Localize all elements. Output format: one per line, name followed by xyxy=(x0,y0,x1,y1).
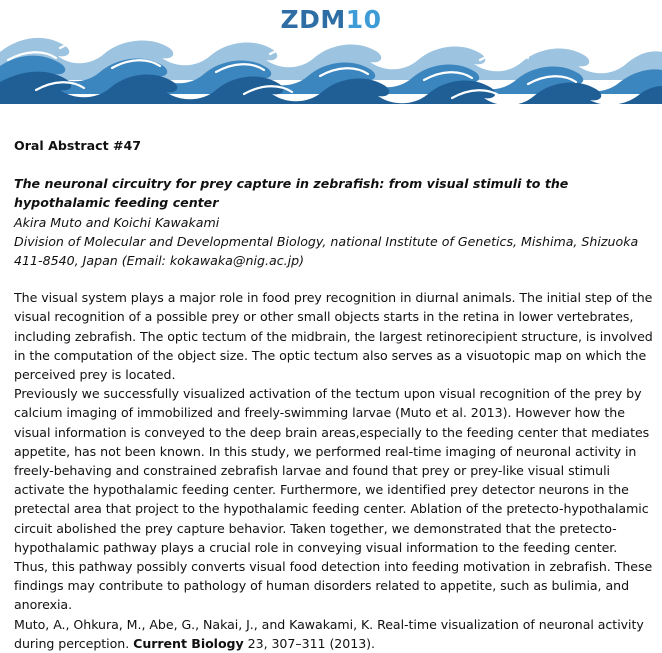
paragraph-1: The visual system plays a major role in food prey recognition in diurnal animals. The initial step of the visual recognition of a possible prey or other small objects starts in the retina in lower vertebrates, including zebrafish. The optic tectum of the midbrain, the largest retinorecipient structure, is involved in the computation of the object size. The optic tectum also serves as a visuotopic map on which the perceived prey is located. xyxy=(14,290,653,383)
logo-text: ZDM xyxy=(280,5,346,34)
abstract-label: Oral Abstract #47 xyxy=(14,138,142,153)
logo-number: 10 xyxy=(345,5,382,34)
wave-banner xyxy=(0,32,662,104)
reference-journal: Current Biology xyxy=(133,635,244,651)
reference-authors: Muto, A., Ohkura, M., Abe, G., Nakai, J., and Kawakami, K. Real-time visualization of neuronal activity during perception. xyxy=(14,616,644,651)
reference-citation: 23, 307–311 (2013). xyxy=(243,635,375,651)
abstract-content xyxy=(14,136,654,653)
abstract-title: The neuronal circuitry for prey capture in zebrafish: from visual stimuli to the hypothalamic feeding center xyxy=(14,176,569,211)
paragraph-2: Previously we successfully visualized activation of the tectum upon visual recognition of the prey by calcium imaging of immobilized and freely-swimming larvae (Muto et al. 2013). However how the visual information is conveyed to the deep brain areas,especially to the feeding center that mediates appetite, has not been known. In this study, we performed real-time imaging of neuronal activity in freely-behaving and constrained zebrafish larvae and found that prey or prey-like visual stimuli activate the hypothalamic feeding center. Furthermore, we identified prey detector neurons in the pretectal area that project to the hypothalamic feeding center. Ablation of the pretecto-hypothalamic circuit abolished the prey capture behavior. Taken together, we demonstrated that the pretecto-hypothalamic pathway plays a crucial role in conveying visual information to the feeding center. Thus, this pathway possibly converts visual food detection into feeding motivation in zebrafish. These findings may contribute to pathology of human disorders related to appetite, such as bulimia, and anorexia. xyxy=(14,386,653,613)
conference-logo xyxy=(0,5,662,35)
reference xyxy=(14,615,654,653)
affiliation: Division of Molecular and Developmental Biology, national Institute of Genetics, Mishima, Shizuoka 411-8540, Japan (Email: kokawaka@nig.ac.jp) xyxy=(14,233,639,269)
authors: Akira Muto and Koichi Kawakami xyxy=(14,214,220,230)
